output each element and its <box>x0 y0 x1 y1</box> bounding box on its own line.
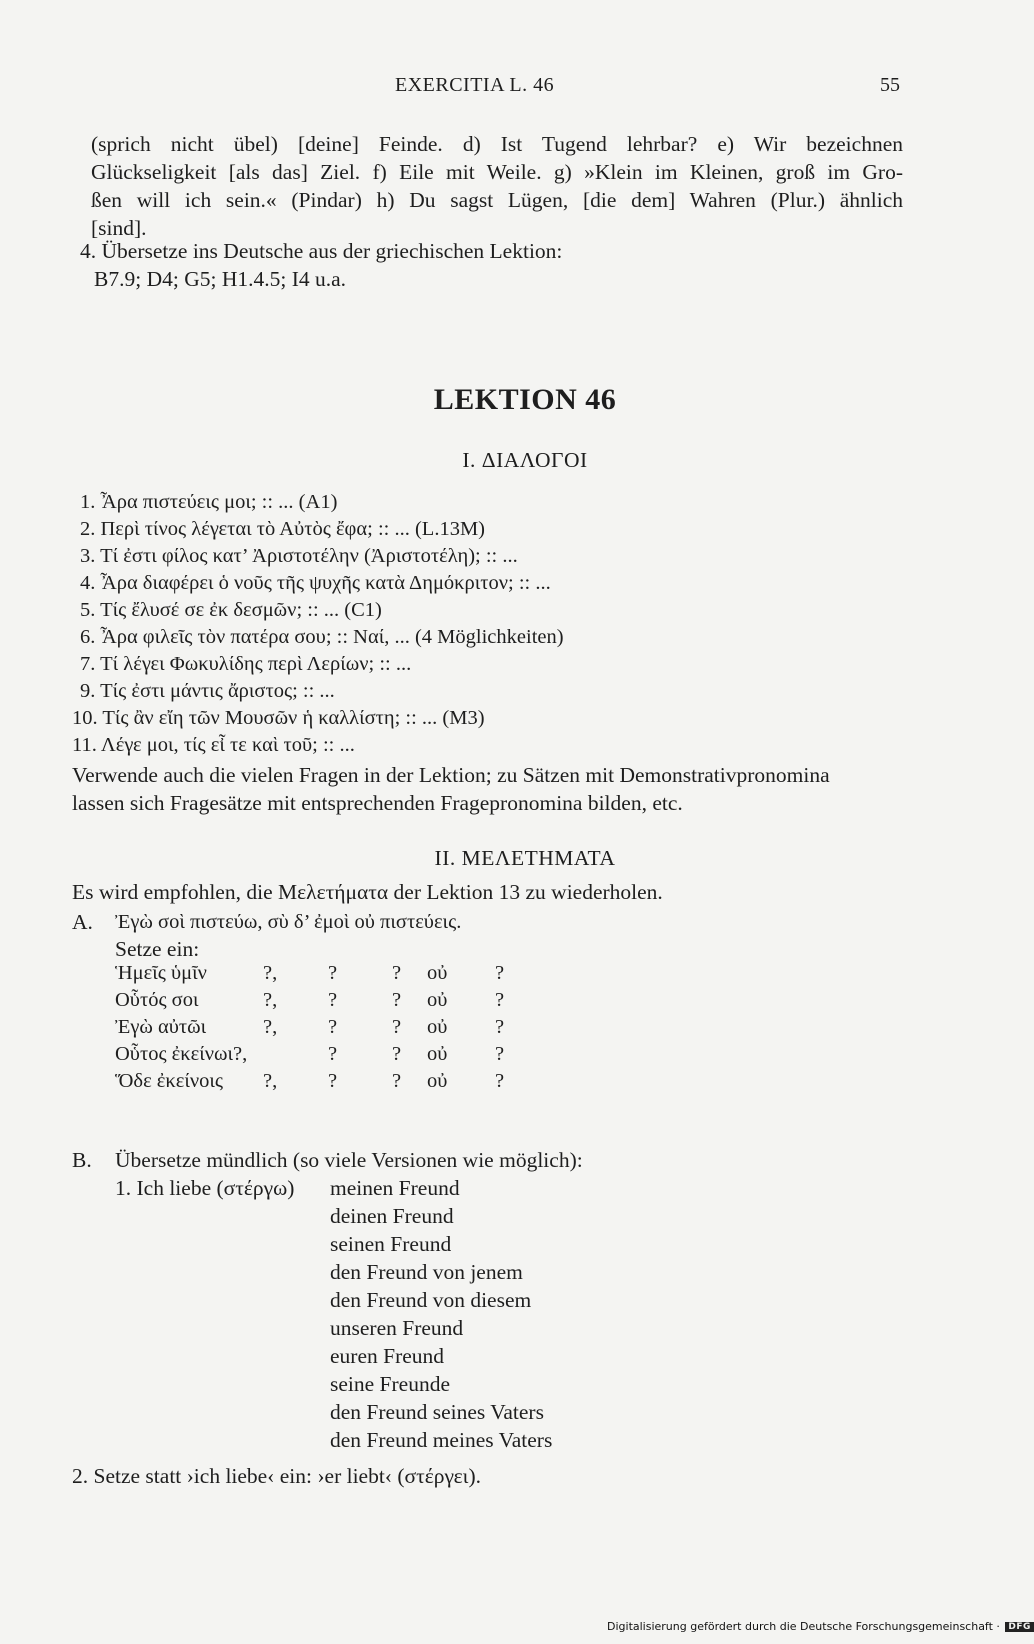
part-b-item-2: 2. Setze statt ›ich liebe‹ ein: ›er liebt‹ (στέργει). <box>72 1464 481 1488</box>
blank-marker: ? <box>495 962 505 984</box>
text-line: ßen will ich sein.« (Pindar) h) Du sagst Lügen, [die dem] Wahren (Plur.) ähnlich <box>91 188 903 212</box>
substitution-row <box>115 962 515 990</box>
section-title-exercises: II. ΜΕΛΕΤΗΜΑΤΑ <box>434 846 616 870</box>
blank-marker: ? <box>328 962 338 984</box>
pronoun-pair: Οὗτος ἐκείνωι?, <box>115 1043 248 1065</box>
dialogue-item: 5. Τίς ἔλυσέ σε ἐκ δεσμῶν; :: ... (C1) <box>80 599 382 621</box>
dialogue-item: 1. Ἆρα πιστεύεις μοι; :: ... (A1) <box>80 491 338 513</box>
variant-line: den Freund von jenem <box>330 1260 523 1284</box>
blank-marker: ?, <box>263 1070 278 1092</box>
variant-line: seine Freunde <box>330 1372 451 1396</box>
dialogue-note-line: lassen sich Fragesätze mit entsprechenden Fragepronomina bilden, etc. <box>72 791 683 815</box>
negation: οὐ <box>427 962 448 984</box>
dialogue-item: 10. Τίς ἂν εἴη τῶν Μουσῶν ἡ καλλίστη; :: ... (M3) <box>72 707 485 729</box>
blank-marker: ? <box>495 1043 505 1065</box>
dialogue-item: 2. Περὶ τίνος λέγεται τὸ Αὐτὸς ἔφα; :: ... (L.13M) <box>80 518 485 540</box>
dfg-logo: DFG <box>1005 1622 1034 1632</box>
part-b-label: B. <box>72 1148 92 1172</box>
digitization-footer <box>607 1620 1034 1633</box>
text-line: [sind]. <box>91 216 147 240</box>
dialogue-item: 4. Ἆρα διαφέρει ὁ νοῦς τῆς ψυχῆς κατὰ Δημόκριτον; :: ... <box>80 572 551 594</box>
blank-marker: ? <box>495 1016 505 1038</box>
part-b-item-1: 1. Ich liebe (στέργω) <box>115 1176 295 1200</box>
blank-marker: ? <box>392 962 402 984</box>
variant-line: meinen Freund <box>330 1176 460 1200</box>
substitution-row <box>115 989 515 1017</box>
blank-marker: ? <box>392 989 402 1011</box>
part-a-sentence: Ἐγὼ σοὶ πιστεύω, σὺ δ’ ἐμοὶ οὐ πιστεύεις. <box>115 911 462 933</box>
blank-marker: ? <box>328 1043 338 1065</box>
page-number: 55 <box>880 74 900 96</box>
blank-marker: ? <box>328 1016 338 1038</box>
pronoun-pair: Οὗτός σοι <box>115 989 199 1011</box>
variant-line: den Freund seines Vaters <box>330 1400 544 1424</box>
blank-marker: ? <box>495 1070 505 1092</box>
dialogue-item: 7. Τί λέγει Φωκυλίδης περὶ Λερίων; :: ... <box>80 653 412 675</box>
substitution-row <box>115 1070 515 1098</box>
dialogue-note-line: Verwende auch die vielen Fragen in der Lektion; zu Sätzen mit Demonstrativpronomina <box>72 763 830 787</box>
blank-marker: ? <box>392 1016 402 1038</box>
part-a-label: A. <box>72 910 93 934</box>
negation: οὐ <box>427 1043 448 1065</box>
variant-line: unseren Freund <box>330 1316 464 1340</box>
section-title-dialogues: I. ΔΙΑΛΟΓΟΙ <box>462 448 588 472</box>
footer-text: Digitalisierung gefördert durch die Deutsche Forschungsgemeinschaft · <box>607 1620 1000 1633</box>
dialogue-item: 6. Ἆρα φιλεῖς τὸν πατέρα σου; :: Ναί, ... (4 Möglichkeiten) <box>80 626 564 648</box>
lesson-title: LEKTION 46 <box>433 383 617 416</box>
text-line: (sprich nicht übel) [deine] Feinde. d) Ist Tugend lehrbar? e) Wir bezeichnen <box>91 132 903 156</box>
variant-line: deinen Freund <box>330 1204 454 1228</box>
negation: οὐ <box>427 989 448 1011</box>
blank-marker: ?, <box>263 989 278 1011</box>
dialogue-item: 11. Λέγε μοι, τίς εἶ τε καὶ τοῦ; :: ... <box>72 734 355 756</box>
exercises-intro: Es wird empfohlen, die Μελετήματα der Lektion 13 zu wiederholen. <box>72 880 663 904</box>
negation: οὐ <box>427 1016 448 1038</box>
part-a-instruction: Setze ein: <box>115 937 200 961</box>
text-line: Glückseligkeit [als das] Ziel. f) Eile mit Weile. g) »Klein im Kleinen, groß im Gro- <box>91 160 903 184</box>
exercise-continuation <box>91 130 903 242</box>
substitution-row <box>115 1016 515 1044</box>
dialogue-item: 3. Τί ἐστι φίλος κατ’ Ἀριστοτέλην (Ἀριστοτέλη); :: ... <box>80 545 518 567</box>
negation: οὐ <box>427 1070 448 1092</box>
blank-marker: ?, <box>263 1016 278 1038</box>
blank-marker: ? <box>495 989 505 1011</box>
variant-line: den Freund von diesem <box>330 1288 532 1312</box>
substitution-row <box>115 1043 515 1071</box>
part-b-instruction: Übersetze mündlich (so viele Versionen wie möglich): <box>115 1148 583 1172</box>
dialogue-item: 9. Τίς ἐστι μάντις ἄριστος; :: ... <box>80 680 335 702</box>
pronoun-pair: Ἐγὼ αὐτῶι <box>115 1016 207 1038</box>
pronoun-pair: Ὅδε ἐκείνοις <box>115 1070 224 1092</box>
exercise-item-4: 4. Übersetze ins Deutsche aus der griechischen Lektion: <box>80 239 563 263</box>
blank-marker: ? <box>392 1043 402 1065</box>
blank-marker: ? <box>328 1070 338 1092</box>
blank-marker: ? <box>392 1070 402 1092</box>
blank-marker: ? <box>328 989 338 1011</box>
blank-marker: ?, <box>263 962 278 984</box>
pronoun-pair: Ἡμεῖς ὑμῖν <box>115 962 207 984</box>
variant-line: den Freund meines Vaters <box>330 1428 553 1452</box>
running-head: EXERCITIA L. 46 <box>395 74 555 96</box>
variant-line: euren Freund <box>330 1344 445 1368</box>
variant-line: seinen Freund <box>330 1232 452 1256</box>
exercise-item-4-refs: B7.9; D4; G5; H1.4.5; I4 u.a. <box>94 267 347 291</box>
